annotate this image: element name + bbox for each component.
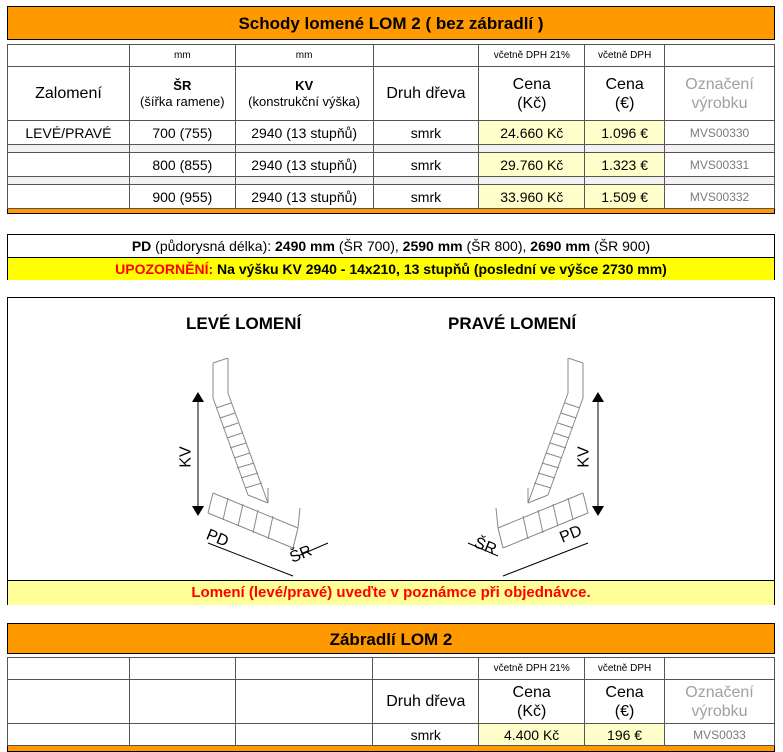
table-row [8, 724, 775, 746]
warning-bar [8, 257, 774, 280]
left-staircase-drawing [168, 358, 338, 578]
header-sr-label: ŠR [173, 77, 192, 93]
row-price-eur: 1.096 € [585, 121, 665, 145]
header-code-line1: Označení [685, 75, 754, 93]
row-kv: 2940 (13 stupňů) [235, 185, 373, 209]
s2-row-code: MVS0033 [665, 724, 775, 746]
s2-eur-unit: včetně DPH [585, 658, 665, 680]
row-kv: 2940 (13 stupňů) [235, 153, 373, 177]
warning-label: UPOZORNĚNÍ: [115, 261, 214, 277]
table-row [8, 153, 775, 177]
warning-text: Na výšku KV 2940 - 14x210, 13 stupňů (poslední ve výšce 2730 mm) [213, 261, 667, 277]
section1-title [7, 6, 775, 40]
pd-line [8, 235, 774, 257]
row-price-czk: 29.760 Kč [479, 153, 585, 177]
row-price-czk: 33.960 Kč [479, 185, 585, 209]
sr-unit: mm [129, 45, 235, 67]
row-zalomeni [8, 153, 130, 177]
s2-row-wood: smrk [373, 724, 479, 746]
right-title: PRAVÉ LOMENÍ [448, 314, 577, 333]
header-price-eur-unit: (€) [614, 94, 635, 112]
s2-header-price-czk [479, 680, 585, 724]
row-separator [8, 177, 775, 185]
s2-header-price-eur [585, 680, 665, 724]
header-kv [235, 67, 373, 121]
header-kv-sub: (konstrukční výška) [248, 93, 361, 109]
header-price-czk-unit: (Kč) [517, 94, 547, 112]
pd-value-900: 2690 mm [530, 238, 591, 254]
s2-header-price-czk-unit: (Kč) [516, 702, 547, 720]
header-price-czk [479, 67, 585, 121]
row-zalomeni: LEVÉ/PRAVÉ [8, 121, 130, 145]
s2-header-code [665, 680, 775, 724]
section2-title-text: Zábradlí LOM 2 [329, 630, 453, 649]
row-wood: smrk [373, 153, 479, 177]
s2-row-price-eur: 196 € [585, 724, 665, 746]
header-sr [129, 67, 235, 121]
header-zalomeni: Zalomení [8, 67, 130, 121]
section2-table [7, 657, 775, 746]
left-kv-label: KV [177, 446, 195, 468]
header-wood: Druh dřeva [373, 67, 479, 121]
row-price-eur: 1.323 € [585, 153, 665, 177]
pd-value-800: 2590 mm [402, 238, 463, 254]
row-zalomeni [8, 185, 130, 209]
s2-header-price-eur-label: Cena [605, 683, 644, 701]
left-pd-label: PD [203, 526, 231, 551]
right-pd-label: PD [557, 522, 585, 547]
section1-table [7, 44, 775, 209]
s2-czk-unit: včetně DPH 21% [479, 658, 585, 680]
row-price-eur: 1.509 € [585, 185, 665, 209]
header-sr-sub: (šířka ramene) [140, 93, 225, 109]
header-code [665, 67, 775, 121]
s2-header-price-eur-unit: (€) [614, 702, 635, 720]
header-kv-label: KV [295, 77, 314, 93]
s2-header-code-line1: Označení [685, 683, 754, 701]
kv-unit: mm [235, 45, 373, 67]
row-sr: 900 (955) [129, 185, 235, 209]
section2-title [7, 623, 775, 654]
s2-header-code-line2: výrobku [691, 702, 748, 720]
section1-title-text: Schody lomené LOM 2 ( bez zábradlí ) [238, 14, 544, 33]
pd-text-900: (ŠR 900) [590, 238, 651, 254]
row-sr: 700 (755) [129, 121, 235, 145]
eur-unit: včetně DPH [585, 45, 665, 67]
row-wood: smrk [373, 121, 479, 145]
header-price-eur [585, 67, 665, 121]
s2-row-price-czk: 4.400 Kč [479, 724, 585, 746]
row-code: MVS00330 [665, 121, 775, 145]
diagram-note [8, 580, 774, 605]
diagram-note-text: Lomení (levé/pravé) uveďte v poznámce při objednávce. [191, 584, 591, 601]
pd-label: PD [131, 238, 152, 254]
left-title: LEVÉ LOMENÍ [186, 314, 302, 333]
row-separator [8, 145, 775, 153]
right-sr-label: ŠR [471, 534, 499, 559]
header-code-line2: výrobku [691, 94, 748, 112]
row-code: MVS00332 [665, 185, 775, 209]
s2-header-price-czk-label: Cena [512, 683, 551, 701]
pd-text: (půdorysná délka): [151, 238, 276, 254]
header-price-czk-label: Cena [512, 75, 551, 93]
row-price-czk: 24.660 Kč [479, 121, 585, 145]
info-box [7, 234, 775, 280]
s2-header-wood: Druh dřeva [373, 680, 479, 724]
row-code: MVS00331 [665, 153, 775, 177]
row-sr: 800 (855) [129, 153, 235, 177]
czk-unit: včetně DPH 21% [479, 45, 585, 67]
row-kv: 2940 (13 stupňů) [235, 121, 373, 145]
right-kv-label: KV [575, 446, 593, 468]
diagram-box [7, 297, 775, 605]
pd-text-700: (ŠR 700), [334, 238, 403, 254]
table-row [8, 185, 775, 209]
row-wood: smrk [373, 185, 479, 209]
pd-text-800: (ŠR 800), [462, 238, 531, 254]
header-price-eur-label: Cena [605, 75, 644, 93]
pd-value-700: 2490 mm [275, 238, 335, 254]
left-sr-label: ŠR [287, 542, 315, 567]
table-row [8, 121, 775, 145]
